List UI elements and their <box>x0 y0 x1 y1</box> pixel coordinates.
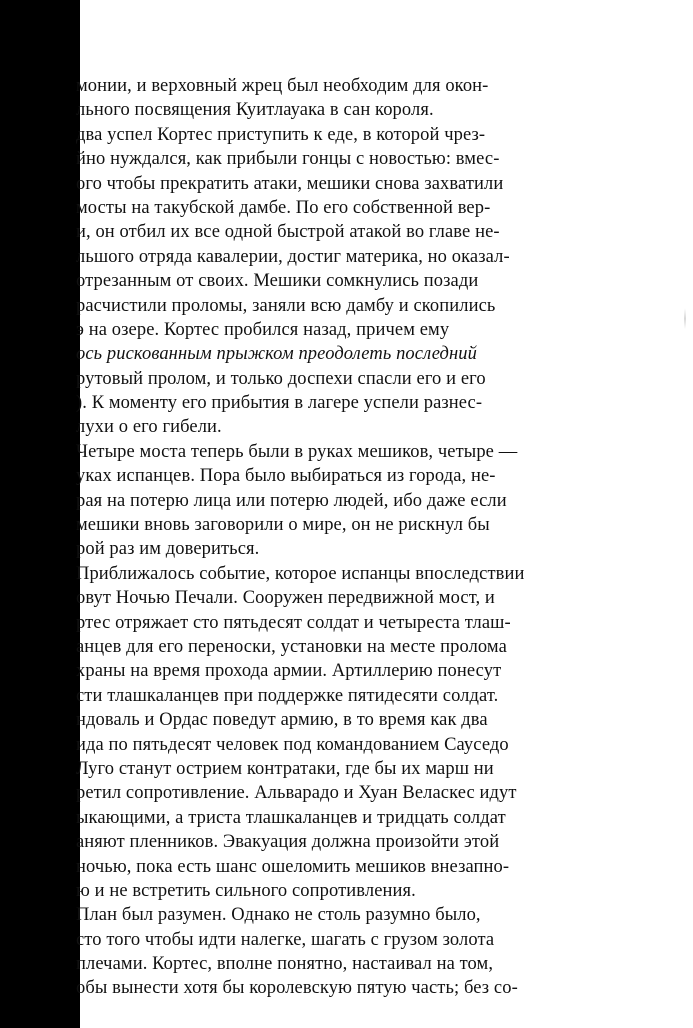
text-line: мосты на такубской дамбе. По его собственной вер- <box>76 197 491 218</box>
text-line: ыкающими, а триста тлашкаланцев и тридцать солдат <box>76 807 506 828</box>
text-line: ретил сопротивление. Альварадо и Хуан Веласкес идут <box>76 783 517 804</box>
page-text <box>76 74 616 1001</box>
text-line: ида по пятьдесят человек под командованием Сауседо <box>76 734 509 755</box>
paragraph-5 <box>76 903 616 1001</box>
text-line: рой раз им довериться. <box>76 539 260 560</box>
text-line: расчистили проломы, заняли всю дамбу и скопились <box>76 295 496 316</box>
text-line: лухи о его гибели. <box>76 417 222 438</box>
text-line: обы вынести хотя бы королевскую пятую часть; без со- <box>76 978 518 999</box>
text-line: мешики вновь заговорили о мире, он не рискнул бы <box>76 515 490 536</box>
text-line: Приближалось событие, которое испанцы впоследствии <box>76 563 525 584</box>
paragraph-1 <box>76 74 616 123</box>
text-line-italic: ось рискованным прыжком преодолеть последний <box>76 344 477 365</box>
text-line: льшого отряда кавалерии, достиг материка, но оказал- <box>76 246 510 267</box>
text-line: рая на потерю лица или потерю людей, ибо даже если <box>76 490 507 511</box>
text-line: плечами. Кортес, вполне понятно, настаивал на том, <box>76 954 494 975</box>
text-line: План был разумен. Однако не столь разумно было, <box>76 905 481 926</box>
text-line: ю и не встретить сильного сопротивления. <box>76 880 416 901</box>
text-line: сто того чтобы идти налегке, шагать с грузом золота <box>76 929 495 950</box>
text-line: храны на время прохода армии. Артиллерию понесут <box>76 661 502 682</box>
text-line: отрезанным от своих. Мешики сомкнулись позади <box>76 271 479 292</box>
text-line: ночью, пока есть шанс ошеломить мешиков внезапно- <box>76 856 510 877</box>
binding-shadow <box>0 0 80 1028</box>
text-line: йно нуждался, как прибыли гонцы с новостью: вмес- <box>76 149 500 170</box>
text-line: сти тлашкаланцев при поддержке пятидесяти солдат. <box>76 685 499 706</box>
text-line: овут Ночью Печали. Сооружен передвижной мост, и <box>76 588 495 609</box>
text-line: аняют пленников. Эвакуация должна произойти этой <box>76 832 500 853</box>
page-edge <box>684 0 686 1028</box>
text-line: ого чтобы прекратить атаки, мешики снова захватили <box>76 173 504 194</box>
text-line: и, он отбил их все одной быстрой атакой во главе не- <box>76 222 500 243</box>
text-line: ндоваль и Ордас поведут армию, в то время как два <box>76 710 488 731</box>
text-line: анцев для его переноски, установки на месте пролома <box>76 636 507 657</box>
paragraph-2 <box>76 123 616 440</box>
text-line: уках испанцев. Пора было выбираться из города, не- <box>76 466 496 487</box>
text-line: Четыре моста теперь были в руках мешиков, четыре — <box>76 441 518 462</box>
text-line: Луго станут острием контратаки, где бы их марш ни <box>76 758 494 779</box>
text-line: э на озере. Кортес пробился назад, причем ему <box>76 319 450 340</box>
paragraph-3 <box>76 440 616 562</box>
text-line: монии, и верховный жрец был необходим для окон- <box>76 76 489 96</box>
text-line: ртес отряжает сто пятьдесят солдат и четыреста тлаш- <box>76 612 511 633</box>
text-line: льного посвящения Куитлауака в сан короля. <box>76 100 434 121</box>
text-line: ). К моменту его прибытия в лагере успели разнес- <box>76 393 483 414</box>
paragraph-4 <box>76 562 616 903</box>
text-line: два успел Кортес приступить к еде, в которой чрез- <box>76 124 486 145</box>
text-line: рутовый пролом, и только доспехи спасли его и его <box>76 368 486 389</box>
